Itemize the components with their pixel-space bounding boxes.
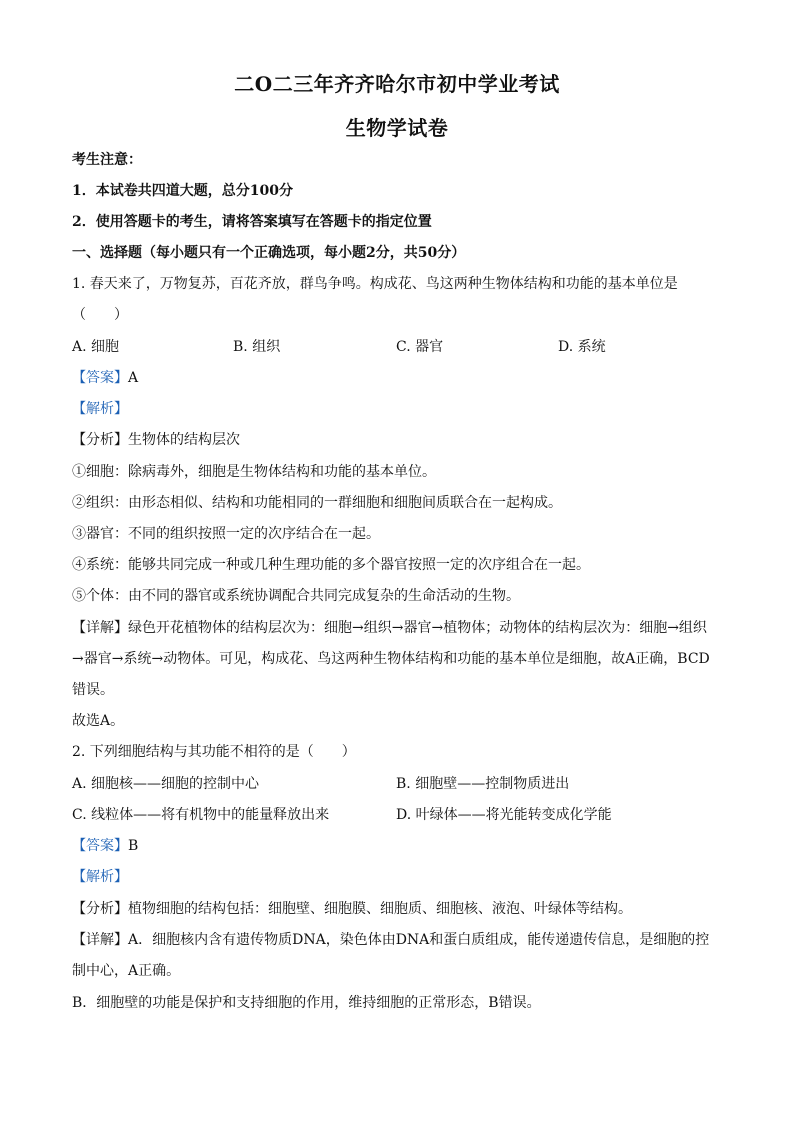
analysis-tag: 【解析】 xyxy=(72,401,128,417)
q2-option-d: D. 叶绿体——将光能转变成化学能 xyxy=(396,807,612,823)
q1-conclusion: 故选A。 xyxy=(72,713,125,729)
detail-text: A．细胞核内含有遗传物质DNA，染色体由DNA和蛋白质组成，能传递遗传信息，是细胞的控 xyxy=(128,932,710,948)
q1-detail-2: →器官→系统→动物体。可见，构成花、鸟这两种生物体结构和功能的基本单位是细胞，故A正确，BCD xyxy=(72,651,710,667)
q2-analysis xyxy=(72,867,722,887)
q2-fenxi xyxy=(72,899,722,919)
q1-detail-3: 错误。 xyxy=(72,682,114,698)
notice-item-2: 2．使用答题卡的考生，请将答案填写在答题卡的指定位置 xyxy=(72,214,432,230)
detail-tag: 【详解】 xyxy=(72,620,128,636)
q1-option-c: C. 器官 xyxy=(396,339,444,355)
q1-option-a: A. 细胞 xyxy=(72,339,120,355)
q1-point-3: ③器官：不同的组织按照一定的次序结合在一起。 xyxy=(72,526,380,542)
q1-option-b: B. 组织 xyxy=(233,339,281,355)
q1-answer xyxy=(72,368,722,388)
section-heading: 一、选择题（每小题只有一个正确选项，每小题2分，共50分） xyxy=(72,245,466,261)
q1-fenxi xyxy=(72,430,722,450)
notice-heading: 考生注意： xyxy=(72,152,142,168)
answer-value: B xyxy=(128,838,139,854)
answer-tag: 【答案】 xyxy=(72,838,128,854)
q1-point-5: ⑤个体：由不同的器官或系统协调配合共同完成复杂的生命活动的生物。 xyxy=(72,588,520,604)
q1-blank: （ ） xyxy=(72,307,128,323)
q1-option-d: D. 系统 xyxy=(558,339,606,355)
fenxi-tag: 【分析】 xyxy=(72,432,128,448)
q2-detail-1 xyxy=(72,930,722,950)
q1-detail-1 xyxy=(72,618,722,638)
answer-value: A xyxy=(128,370,139,386)
q2-option-c: C. 线粒体——将有机物中的能量释放出来 xyxy=(72,807,330,823)
fenxi-tag: 【分析】 xyxy=(72,901,128,917)
analysis-tag: 【解析】 xyxy=(72,869,128,885)
q1-point-2: ②组织：由形态相似、结构和功能相同的一群细胞和细胞间质联合在一起构成。 xyxy=(72,495,562,511)
fenxi-text: 生物体的结构层次 xyxy=(128,432,240,448)
q2-answer xyxy=(72,836,722,856)
q2-detail-2: 制中心，A正确。 xyxy=(72,963,181,979)
answer-tag: 【答案】 xyxy=(72,370,128,386)
exam-title: 二O二三年齐齐哈尔市初中学业考试 xyxy=(234,72,560,96)
q2-option-a: A. 细胞核——细胞的控制中心 xyxy=(72,776,260,792)
q1-analysis xyxy=(72,399,722,419)
detail-tag: 【详解】 xyxy=(72,932,128,948)
q2-stem: 2. 下列细胞结构与其功能不相符的是（ ） xyxy=(72,744,356,760)
q2-detail-b: B．细胞壁的功能是保护和支持细胞的作用，维持细胞的正常形态，B错误。 xyxy=(72,995,541,1011)
q1-stem: 1. 春天来了，万物复苏，百花齐放，群鸟争鸣。构成花、鸟这两种生物体结构和功能的基本单位是 xyxy=(72,276,678,292)
q2-option-b: B. 细胞壁——控制物质进出 xyxy=(396,776,570,792)
exam-subtitle: 生物学试卷 xyxy=(345,116,449,140)
detail-text: 绿色开花植物体的结构层次为：细胞→组织→器官→植物体；动物体的结构层次为：细胞→组织 xyxy=(128,620,707,636)
notice-item-1: 1．本试卷共四道大题，总分100分 xyxy=(72,183,293,199)
fenxi-text: 植物细胞的结构包括：细胞壁、细胞膜、细胞质、细胞核、液泡、叶绿体等结构。 xyxy=(128,901,632,917)
q1-point-1: ①细胞：除病毒外，细胞是生物体结构和功能的基本单位。 xyxy=(72,464,436,480)
q1-point-4: ④系统：能够共同完成一种或几种生理功能的多个器官按照一定的次序组合在一起。 xyxy=(72,557,590,573)
